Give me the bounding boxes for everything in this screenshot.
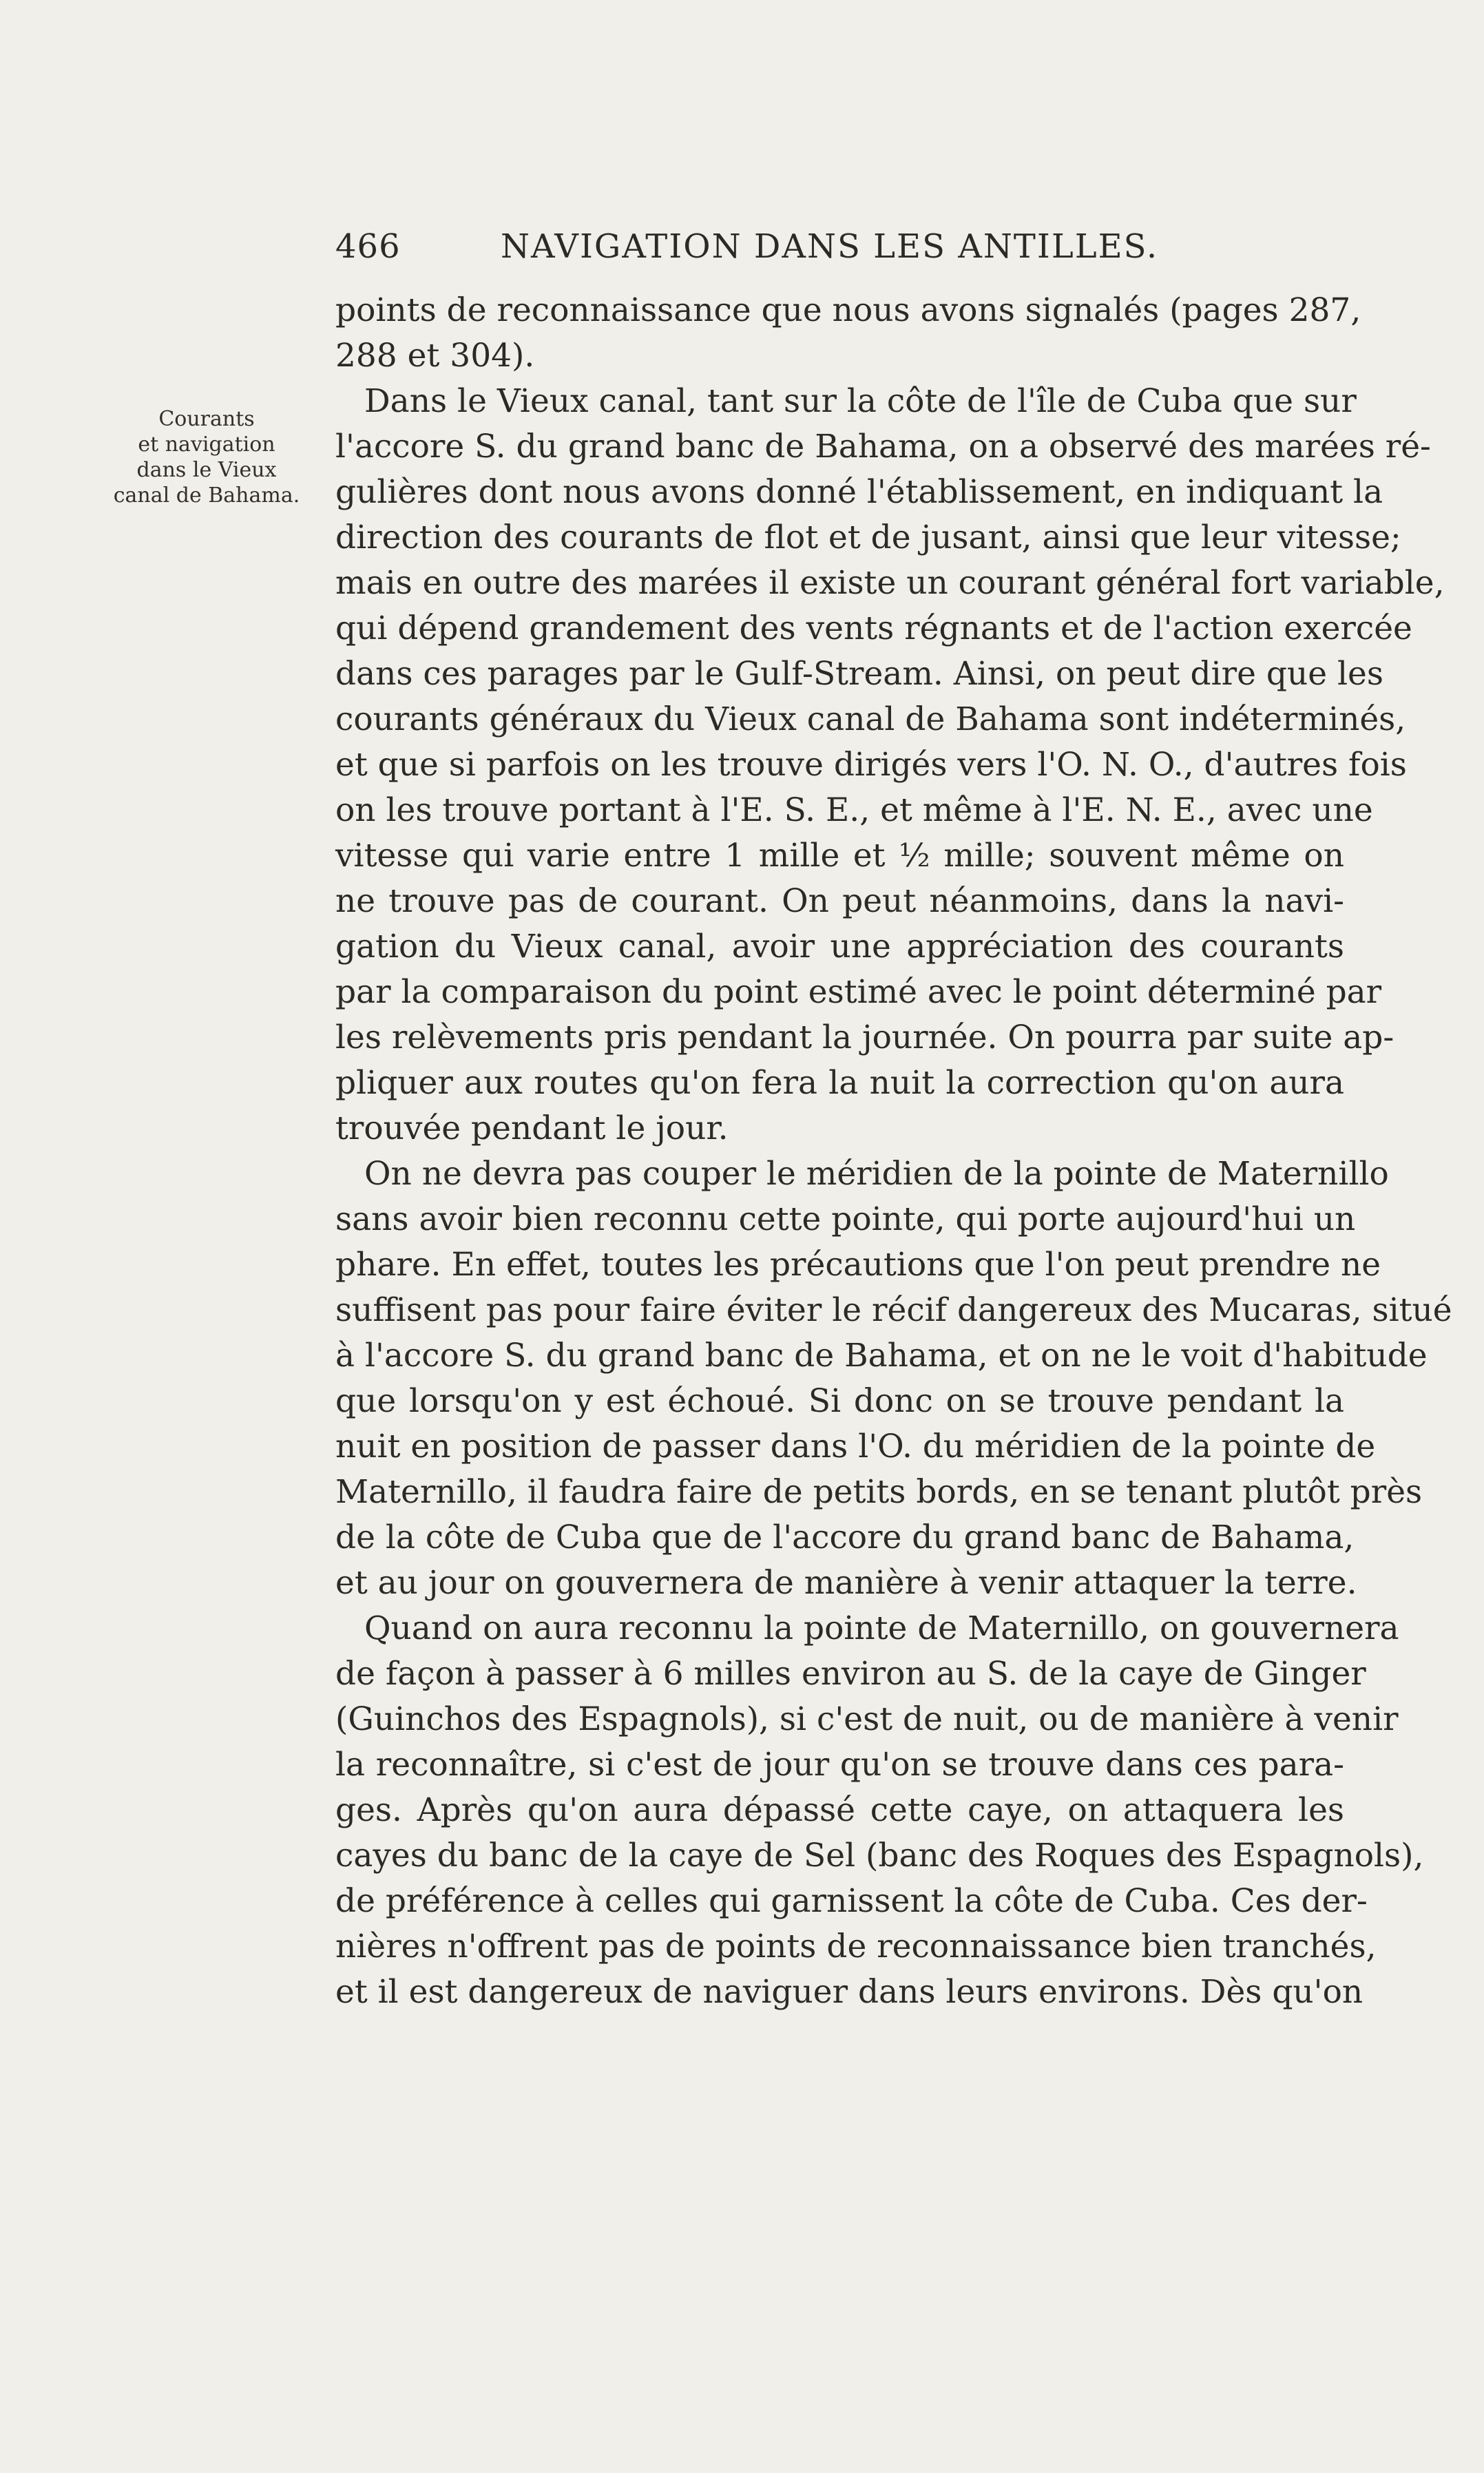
text-line: de préférence à celles qui garnissent la côte de Cuba. Ces der-: [335, 1882, 1368, 1920]
text-line: ges. Après qu'on aura dépassé cette caye, on attaquera les: [335, 1791, 1344, 1829]
margin-note-line: Courants: [158, 407, 255, 431]
text-line: Dans le Vieux canal, tant sur la côte de l'île de Cuba que sur: [364, 382, 1357, 420]
text-line: on les trouve portant à l'E. S. E., et même à l'E. N. E., avec une: [335, 791, 1373, 829]
text-line: gation du Vieux canal, avoir une appréciation des courants: [335, 928, 1344, 966]
page-number: 466: [335, 227, 401, 266]
text-line: mais en outre des marées il existe un courant général fort variable,: [335, 564, 1445, 602]
text-line: et il est dangereux de naviguer dans leurs environs. Dès qu'on: [335, 1973, 1363, 2011]
margin-note-line: canal de Bahama.: [113, 483, 300, 508]
text-line: de la côte de Cuba que de l'accore du grand banc de Bahama,: [335, 1519, 1355, 1556]
text-line: l'accore S. du grand banc de Bahama, on a observé des marées ré-: [335, 428, 1431, 466]
text-line: On ne devra pas couper le méridien de la pointe de Maternillo: [364, 1155, 1389, 1193]
text-line: qui dépend grandement des vents régnants et de l'action exercée: [335, 609, 1412, 647]
text-line: direction des courants de flot et de jusant, ainsi que leur vitesse;: [335, 519, 1401, 556]
text-line: points de reconnaissance que nous avons signalés (pages 287,: [335, 291, 1361, 329]
margin-note: [103, 406, 310, 508]
text-line: et que si parfois on les trouve dirigés vers l'O. N. O., d'autres fois: [335, 746, 1407, 784]
text-line: vitesse qui varie entre 1 mille et ½ mille; souvent même on: [335, 837, 1344, 875]
text-line: courants généraux du Vieux canal de Bahama sont indéterminés,: [335, 700, 1406, 738]
text-line: nuit en position de passer dans l'O. du méridien de la pointe de: [335, 1428, 1376, 1465]
text-line: trouvée pendant le jour.: [335, 1109, 729, 1147]
text-line: de façon à passer à 6 milles environ au S. de la caye de Ginger: [335, 1655, 1366, 1693]
running-title: NAVIGATION DANS LES ANTILLES.: [501, 227, 1159, 266]
text-line: dans ces parages par le Gulf-Stream. Ainsi, on peut dire que les: [335, 655, 1383, 693]
text-line: Quand on aura reconnu la pointe de Maternillo, on gouvernera: [364, 1609, 1399, 1647]
text-line: les relèvements pris pendant la journée. On pourra par suite ap-: [335, 1019, 1394, 1056]
text-line: gulières dont nous avons donné l'établissement, en indiquant la: [335, 473, 1383, 511]
text-line: nières n'offrent pas de points de reconnaissance bien tranchés,: [335, 1928, 1377, 1965]
text-line: phare. En effet, toutes les précautions que l'on peut prendre ne: [335, 1246, 1381, 1284]
text-line: Maternillo, il faudra faire de petits bords, en se tenant plutôt près: [335, 1473, 1423, 1511]
text-line: (Guinchos des Espagnols), si c'est de nuit, ou de manière à venir: [335, 1700, 1399, 1738]
text-line: pliquer aux routes qu'on fera la nuit la correction qu'on aura: [335, 1064, 1344, 1102]
text-line: ne trouve pas de courant. On peut néanmoins, dans la navi-: [335, 882, 1344, 920]
text-line: suffisent pas pour faire éviter le récif dangereux des Mucaras, situé: [335, 1291, 1452, 1329]
text-line: 288 et 304).: [335, 337, 535, 375]
text-line: et au jour on gouvernera de manière à venir attaquer la terre.: [335, 1564, 1357, 1602]
margin-note-line: dans le Vieux: [136, 458, 277, 482]
text-line: la reconnaître, si c'est de jour qu'on se trouve dans ces para-: [335, 1746, 1344, 1784]
page-header: [335, 227, 1348, 275]
margin-note-line: et navigation: [138, 432, 275, 457]
text-line: cayes du banc de la caye de Sel (banc des Roques des Espagnols),: [335, 1837, 1424, 1875]
text-line: par la comparaison du point estimé avec le point déterminé par: [335, 973, 1382, 1011]
body-text: [335, 288, 1452, 2015]
text-line: sans avoir bien reconnu cette pointe, qui porte aujourd'hui un: [335, 1200, 1356, 1238]
text-line: à l'accore S. du grand banc de Bahama, et on ne le voit d'habitude: [335, 1337, 1428, 1375]
text-line: que lorsqu'on y est échoué. Si donc on se trouve pendant la: [335, 1382, 1344, 1420]
